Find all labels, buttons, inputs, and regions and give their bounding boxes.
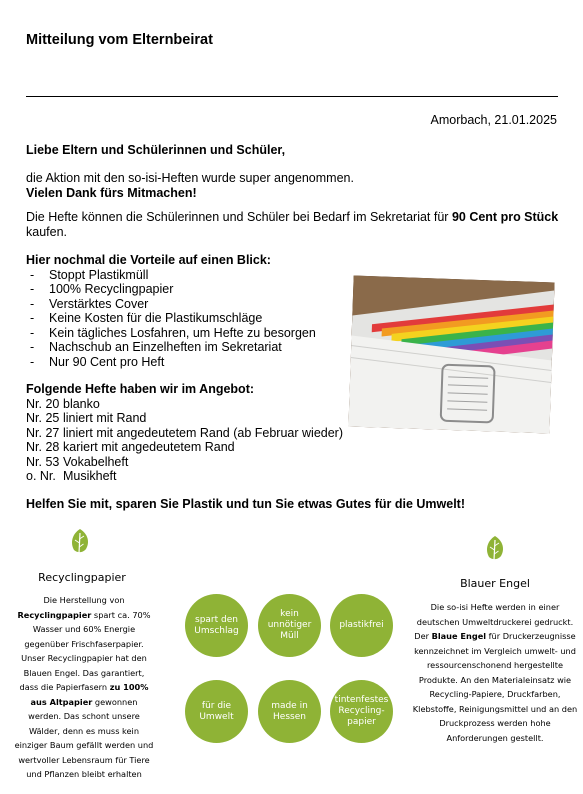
purchase-text-end: kaufen. <box>26 225 68 239</box>
badge-circle: plastikfrei <box>330 594 393 657</box>
list-item: - Kein tägliches Losfahren, um Hefte zu besorgen <box>30 325 316 340</box>
date-line: Amorbach, 21.01.2025 <box>430 113 557 127</box>
thanks-line: Vielen Dank fürs Mitmachen! <box>26 186 197 200</box>
list-item: Nr. 27 liniert mit angedeutetem Rand (ab Februar wieder) <box>26 425 343 440</box>
offer-heading: Folgende Hefte haben wir im Angebot: <box>26 382 255 396</box>
purchase-price: 90 Cent pro Stück <box>451 210 559 224</box>
list-item: - Verstärktes Cover <box>30 296 149 311</box>
page-title: Mitteilung vom Elternbeirat <box>26 32 213 48</box>
badge-circle: für die Umwelt <box>185 680 248 743</box>
intro-paragraph <box>26 171 566 201</box>
badge-circle: tintenfestes Recycling-papier <box>330 680 393 743</box>
list-item: Nr. 25 liniert mit Rand <box>26 411 147 425</box>
list-item: - 100% Recyclingpapier <box>30 282 174 296</box>
leaf-icon <box>483 535 507 561</box>
list-item: Nr. 53 Vokabelheft <box>26 454 129 469</box>
badge-circle: kein unnötiger Müll <box>258 594 321 657</box>
salutation: Liebe Eltern und Schülerinnen und Schüler, <box>26 143 286 157</box>
list-item: - Nachschub an Einzelheften im Sekretariat <box>30 340 282 354</box>
advantages-section <box>26 253 316 369</box>
recycling-title: Recyclingpapier <box>38 571 126 584</box>
engel-text: Die so-isi Hefte werden in einer deutschen Umweltdruckerei gedruckt. Der Blaue Engel für Druckerzeugnisse kennzeichnet im Vergleich umwelt- und ressourcenschonend hergestellte Produkte. An den Materialeinsatz wie Recycling-Papiere, Druckfarben, Klebstoffe, Reinigungsmittel und an den Druckprozess werden hohe Anforderungen gestellt. <box>412 602 578 743</box>
purchase-text: Die Hefte können die Schülerinnen und Schüler bei Bedarf im Sekretariat für <box>26 210 452 224</box>
engel-title: Blauer Engel <box>460 577 530 590</box>
purchase-paragraph <box>26 210 566 240</box>
notebooks-illustration <box>348 276 554 434</box>
notebooks-photo <box>348 276 554 434</box>
badge-circle: spart den Umschlag <box>185 594 248 657</box>
recycling-text: Die Herstellung von Recyclingpapier spart ca. 70% Wasser und 60% Energie gegenüber Frischfaserpapier. Unser Recyclingpapier hat den Blauen Engel. Das garantiert, dass die Papierfasern zu 100% aus Altpapier gewonnen werden. Das schont unsere Wälder, denn es muss kein einziger Baum gefällt werden und wertvoller Lebensraum für Tiere und Pflanzen bleibt erhalten <box>14 595 154 779</box>
intro-line: die Aktion mit den so-isi-Heften wurde super angenommen. <box>26 171 354 185</box>
list-item: - Stoppt Plastikmüll <box>30 267 149 282</box>
list-item: Nr. 28 kariert mit angedeutetem Rand <box>26 440 235 454</box>
list-item: Nr. 20 blanko <box>26 396 100 411</box>
list-item: o. Nr. Musikheft <box>26 469 117 483</box>
offer-section <box>26 382 343 484</box>
divider <box>26 96 558 97</box>
leaf-icon <box>68 528 92 554</box>
call-to-action: Helfen Sie mit, sparen Sie Plastik und tun Sie etwas Gutes für die Umwelt! <box>26 497 465 511</box>
badge-circle: made in Hessen <box>258 680 321 743</box>
list-item: - Keine Kosten für die Plastikumschläge <box>30 311 263 325</box>
list-item: - Nur 90 Cent pro Heft <box>30 354 165 369</box>
advantages-heading: Hier nochmal die Vorteile auf einen Blick: <box>26 253 271 267</box>
